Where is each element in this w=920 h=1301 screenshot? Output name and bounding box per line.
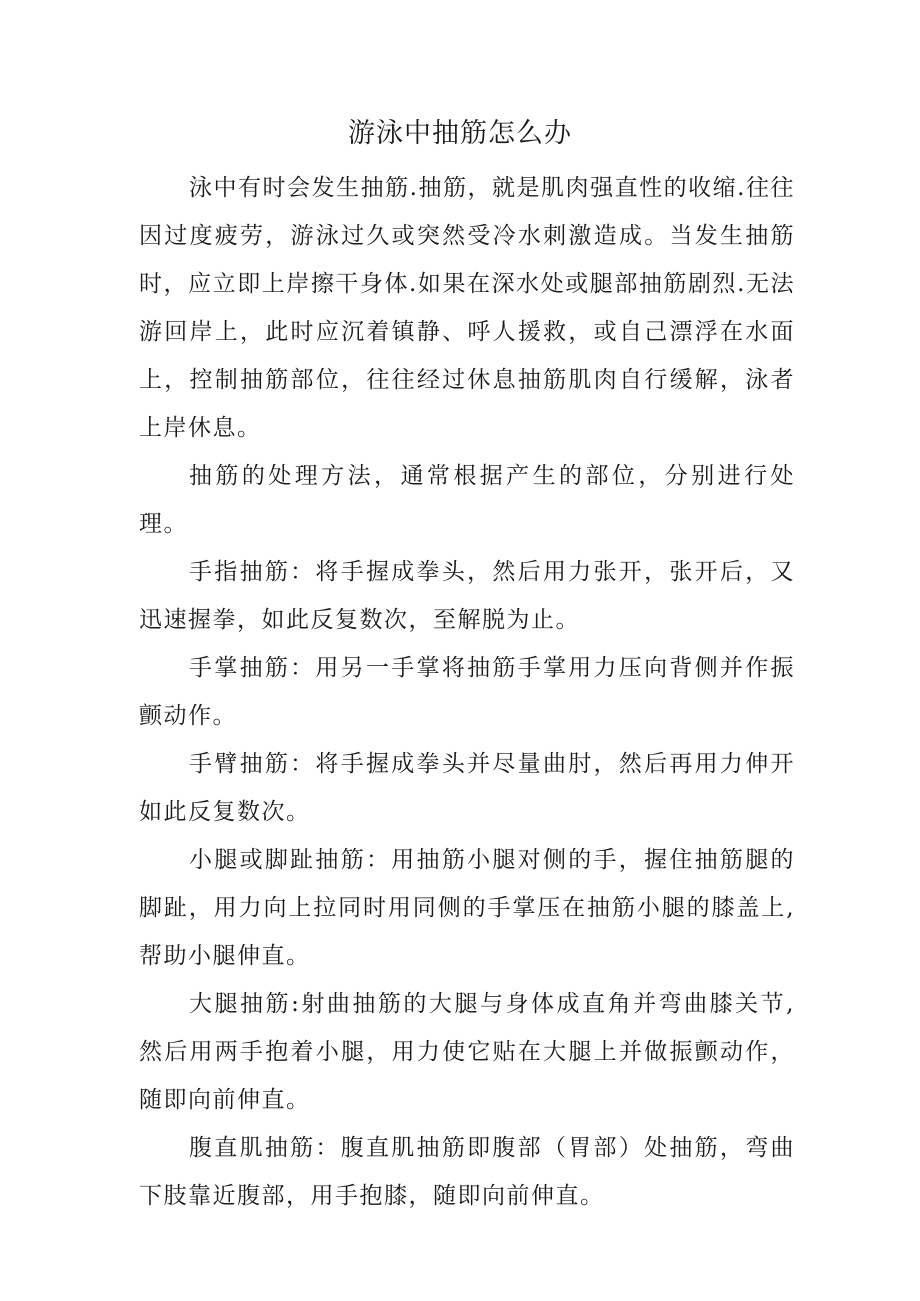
paragraph-thigh-cramp: 大腿抽筋:射曲抽筋的大腿与身体成直角并弯曲膝关节,然后用两手抱着小腿，用力使它贴在大腿上并做振颤动作，随即向前伸直。 bbox=[139, 991, 795, 1113]
document-body bbox=[139, 164, 795, 1220]
paragraph-calf-toe-cramp: 小腿或脚趾抽筋：用抽筋小腿对侧的手，握住抽筋腿的脚趾，用力向上拉同时用同侧的手掌压在抽筋小腿的膝盖上,帮助小腿伸直。 bbox=[139, 847, 795, 969]
paragraph-palm-cramp: 手掌抽筋：用另一手掌将抽筋手掌用力压向背侧并作振颤动作。 bbox=[139, 655, 795, 729]
paragraph-arm-cramp: 手臂抽筋：将手握成拳头并尽量曲肘，然后再用力伸开如此反复数次。 bbox=[139, 751, 795, 825]
paragraph-methods: 抽筋的处理方法，通常根据产生的部位，分别进行处理。 bbox=[139, 463, 795, 537]
paragraph-finger-cramp: 手指抽筋：将手握成拳头，然后用力张开，张开后，又迅速握拳，如此反复数次，至解脱为止。 bbox=[139, 559, 795, 633]
paragraph-intro: 泳中有时会发生抽筋.抽筋，就是肌肉强直性的收缩.往往因过度疲劳，游泳过久或突然受冷水刺激造成。当发生抽筋时，应立即上岸擦干身体.如果在深水处或腿部抽筋剧烈.无法游回岸上，此时应沉着镇静、呼人援救，或自己漂浮在水面上，控制抽筋部位，往往经过休息抽筋肌肉自行缓解，泳者上岸休息。 bbox=[139, 175, 795, 441]
document-title: 游泳中抽筋怎么办 bbox=[348, 118, 572, 149]
paragraph-abdominal-cramp: 腹直肌抽筋：腹直肌抽筋即腹部（胃部）处抽筋，弯曲下肢靠近腹部，用手抱膝，随即向前伸直。 bbox=[139, 1135, 795, 1209]
